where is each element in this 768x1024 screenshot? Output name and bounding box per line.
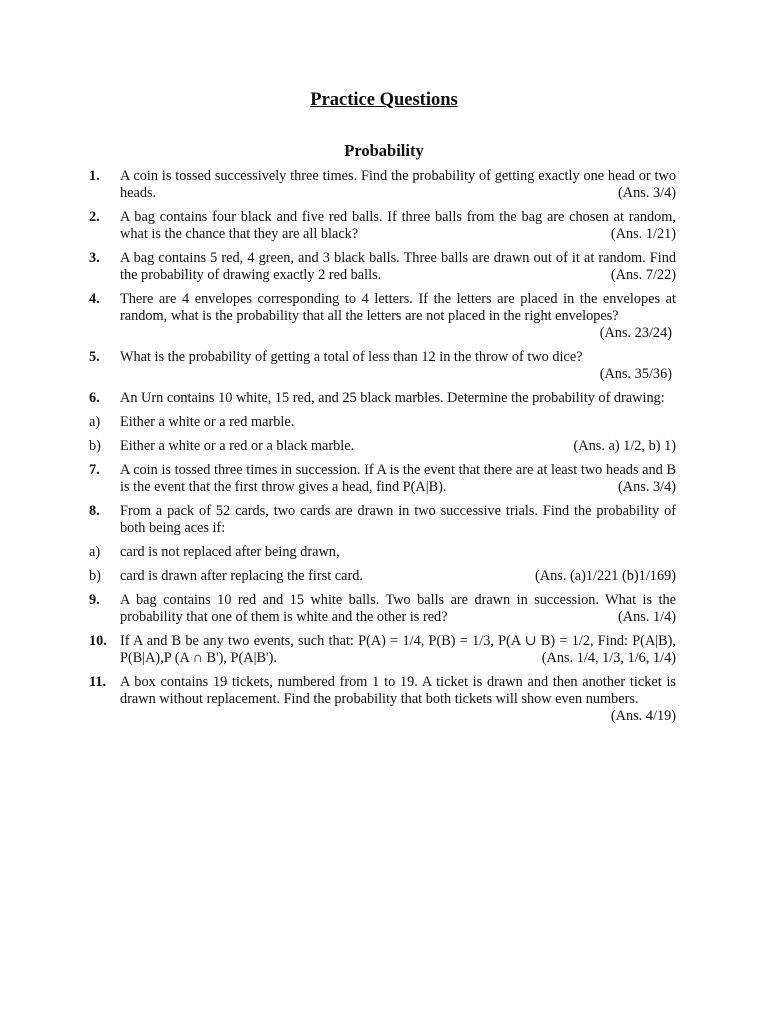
question-text: card is not replaced after being drawn, (120, 544, 340, 560)
question-text: An Urn contains 10 white, 15 red, and 25 black marbles. Determine the probability of drawing: (120, 390, 665, 406)
question-text: Either a white or a red marble. (120, 414, 295, 430)
question-text: A bag contains 10 red and 15 white balls. Two balls are drawn in succession. What is the probability that one of them is white and the other is red? (120, 592, 676, 625)
answer: (Ans. 4/19) (610, 708, 676, 724)
question-text: A box contains 19 tickets, numbered from 1 to 19. A ticket is drawn and then another ticket is drawn without replacement. Find the probability that both tickets will show even numbers. (120, 674, 676, 707)
question-6a (86, 414, 676, 431)
question-text: A bag contains 5 red, 4 green, and 3 black balls. Three balls are drawn out of it at random. Find the probability of drawing exactly 2 red balls. (120, 250, 676, 283)
answer: (Ans. (a)1/221 (b)1/169) (535, 568, 676, 584)
question-text: A bag contains four black and five red balls. If three balls from the bag are chosen at random, what is the chance that they are all black? (120, 209, 676, 242)
question-8 (86, 503, 676, 537)
question-number: 2. (89, 209, 100, 225)
question-1 (86, 168, 676, 202)
answer: (Ans. 7/22) (610, 267, 676, 283)
page-title: Practice Questions (310, 90, 458, 110)
question-3 (86, 250, 676, 284)
section-title: Probability (344, 141, 424, 160)
question-number: 9. (89, 592, 100, 608)
answer: (Ans. 1/4) (618, 609, 676, 625)
question-number: 3. (89, 250, 100, 266)
question-4 (86, 291, 676, 342)
question-7 (86, 462, 676, 496)
question-number: 7. (89, 462, 100, 478)
question-number: 4. (89, 291, 100, 307)
question-8b (86, 568, 676, 585)
question-text: A coin is tossed successively three times. Find the probability of getting exactly one head or two heads. (120, 168, 676, 201)
question-5 (86, 349, 676, 383)
question-text: What is the probability of getting a total of less than 12 in the throw of two dice? (120, 349, 583, 365)
sub-question-letter: b) (89, 568, 101, 584)
question-8a (86, 544, 676, 561)
question-number: 5. (89, 349, 100, 365)
question-text: There are 4 envelopes corresponding to 4 letters. If the letters are placed in the envelopes at random, what is the probability that all the letters are not placed in the right envelopes? (120, 291, 676, 324)
question-number: 11. (89, 674, 107, 690)
question-6b (86, 438, 676, 455)
sub-question-letter: a) (89, 544, 101, 560)
question-number: 6. (89, 390, 100, 406)
answer: (Ans. a) 1/2, b) 1) (573, 438, 676, 454)
question-9 (86, 592, 676, 626)
question-number: 8. (89, 503, 100, 519)
question-11 (86, 674, 676, 725)
answer: (Ans. 1/21) (610, 226, 676, 242)
answer: (Ans. 23/24) (599, 325, 672, 341)
answer: (Ans. 3/4) (618, 185, 676, 201)
question-text: A coin is tossed three times in succession. If A is the event that there are at least two heads and B is the event that the first throw gives a head, find P(A|B). (120, 462, 676, 495)
question-10 (86, 633, 676, 667)
question-6 (86, 390, 676, 407)
sub-question-letter: b) (89, 438, 101, 454)
question-text: If A and B be any two events, such that: P(A) = 1/4, P(B) = 1/3, P(A ∪ B) = 1/2, Find: P(A|B), P(B|A),P (A ∩ B'), P(A|B'). (120, 633, 676, 666)
question-2 (86, 209, 676, 243)
question-text: From a pack of 52 cards, two cards are drawn in two successive trials. Find the probability of both being aces if: (120, 503, 676, 536)
question-text: card is drawn after replacing the first card. (120, 568, 363, 584)
answer: (Ans. 35/36) (599, 366, 672, 382)
question-list (86, 168, 676, 732)
question-number: 1. (89, 168, 100, 184)
question-number: 10. (89, 633, 107, 649)
sub-question-letter: a) (89, 414, 101, 430)
answer: (Ans. 3/4) (618, 479, 676, 495)
question-text: Either a white or a red or a black marble. (120, 438, 355, 454)
answer: (Ans. 1/4, 1/3, 1/6, 1/4) (541, 650, 676, 666)
